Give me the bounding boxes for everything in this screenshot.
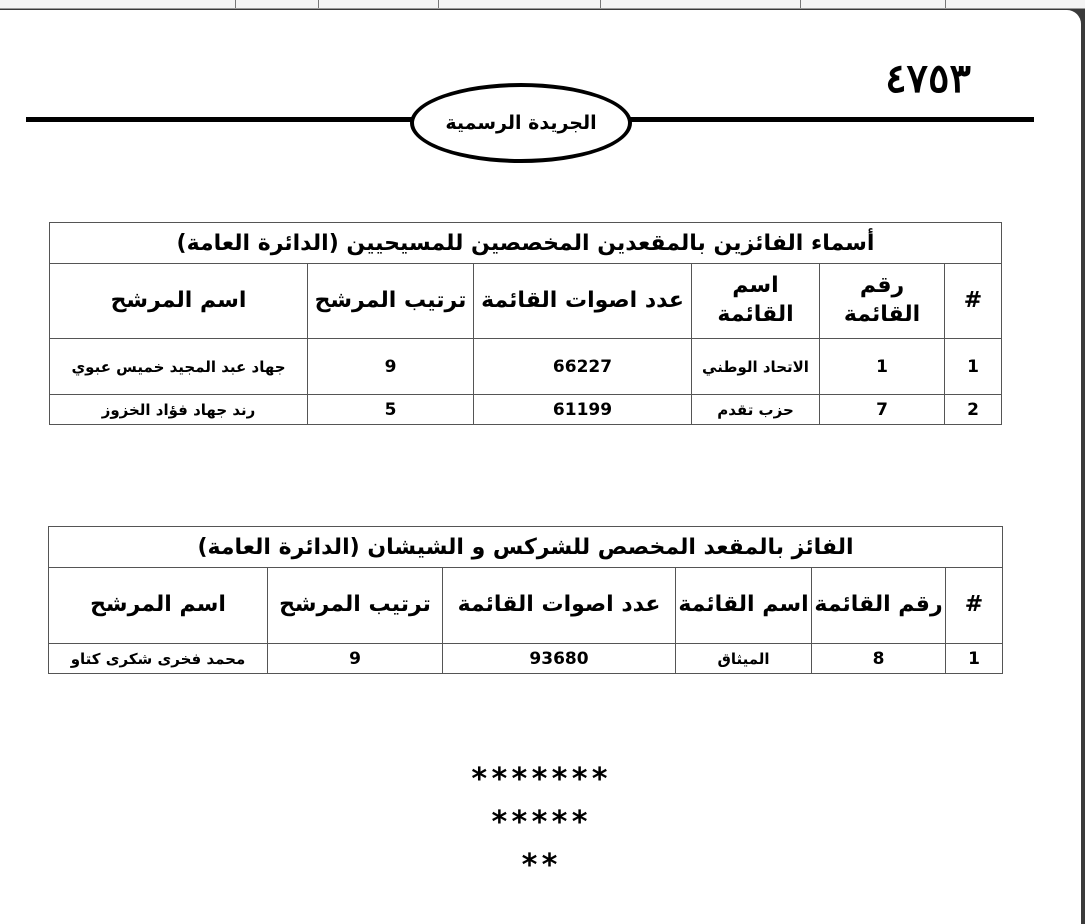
cell-list-votes: 61199: [474, 395, 692, 425]
christian-seats-table: [49, 222, 1002, 425]
cell-list-number: 1: [820, 339, 945, 395]
table-title: الفائز بالمقعد المخصص للشركس و الشيشان (الدائرة العامة): [49, 527, 1003, 568]
cell-list-name: حزب تقدم: [692, 395, 820, 425]
cell-list-name: الاتحاد الوطني: [692, 339, 820, 395]
cell-index: 1: [945, 339, 1002, 395]
column-header-candidate-rank: ترتيب المرشح: [308, 264, 474, 339]
separator-stars: *****: [490, 805, 591, 840]
header-oval: [410, 83, 632, 163]
cell-candidate-name: محمد فخرى شكرى كتاو: [49, 644, 268, 674]
separator-stars: *******: [470, 762, 611, 797]
column-header-list-votes: عدد اصوات القائمة: [474, 264, 692, 339]
cell-candidate-rank: 9: [268, 644, 443, 674]
table-title: أسماء الفائزين بالمقعدين المخصصين للمسيحيين (الدائرة العامة): [50, 223, 1002, 264]
page-number: ٤٧٥٣: [885, 55, 971, 102]
column-header-list-number: رقم القائمة: [820, 264, 945, 339]
cell-list-votes: 93680: [443, 644, 676, 674]
cell-list-number: 7: [820, 395, 945, 425]
cell-list-number: 8: [812, 644, 946, 674]
column-header-candidate-name: اسم المرشح: [49, 568, 268, 644]
cell-candidate-rank: 5: [308, 395, 474, 425]
column-header-list-name: اسم القائمة: [676, 568, 812, 644]
previous-page-edge: [0, 0, 1085, 9]
column-header-list-number: رقم القائمة: [812, 568, 946, 644]
circassian-chechen-seat-table: [48, 526, 1003, 674]
cell-candidate-rank: 9: [308, 339, 474, 395]
cell-candidate-name: جهاد عبد المجيد خميس عبوي: [50, 339, 308, 395]
column-header-candidate-rank: ترتيب المرشح: [268, 568, 443, 644]
column-header-index: #: [946, 568, 1003, 644]
cell-list-votes: 66227: [474, 339, 692, 395]
cell-index: 1: [946, 644, 1003, 674]
document-page: [0, 10, 1081, 924]
header-title: الجريدة الرسمية: [445, 112, 597, 134]
cell-index: 2: [945, 395, 1002, 425]
table-row: [50, 395, 1002, 425]
column-header-list-votes: عدد اصوات القائمة: [443, 568, 676, 644]
cell-list-name: الميثاق: [676, 644, 812, 674]
column-header-list-name: اسم القائمة: [692, 264, 820, 339]
table-row: [50, 339, 1002, 395]
cell-candidate-name: رند جهاد فؤاد الخزوز: [50, 395, 308, 425]
table-row: [49, 644, 1003, 674]
column-header-candidate-name: اسم المرشح: [50, 264, 308, 339]
separator-stars: **: [520, 848, 561, 883]
column-header-index: #: [945, 264, 1002, 339]
